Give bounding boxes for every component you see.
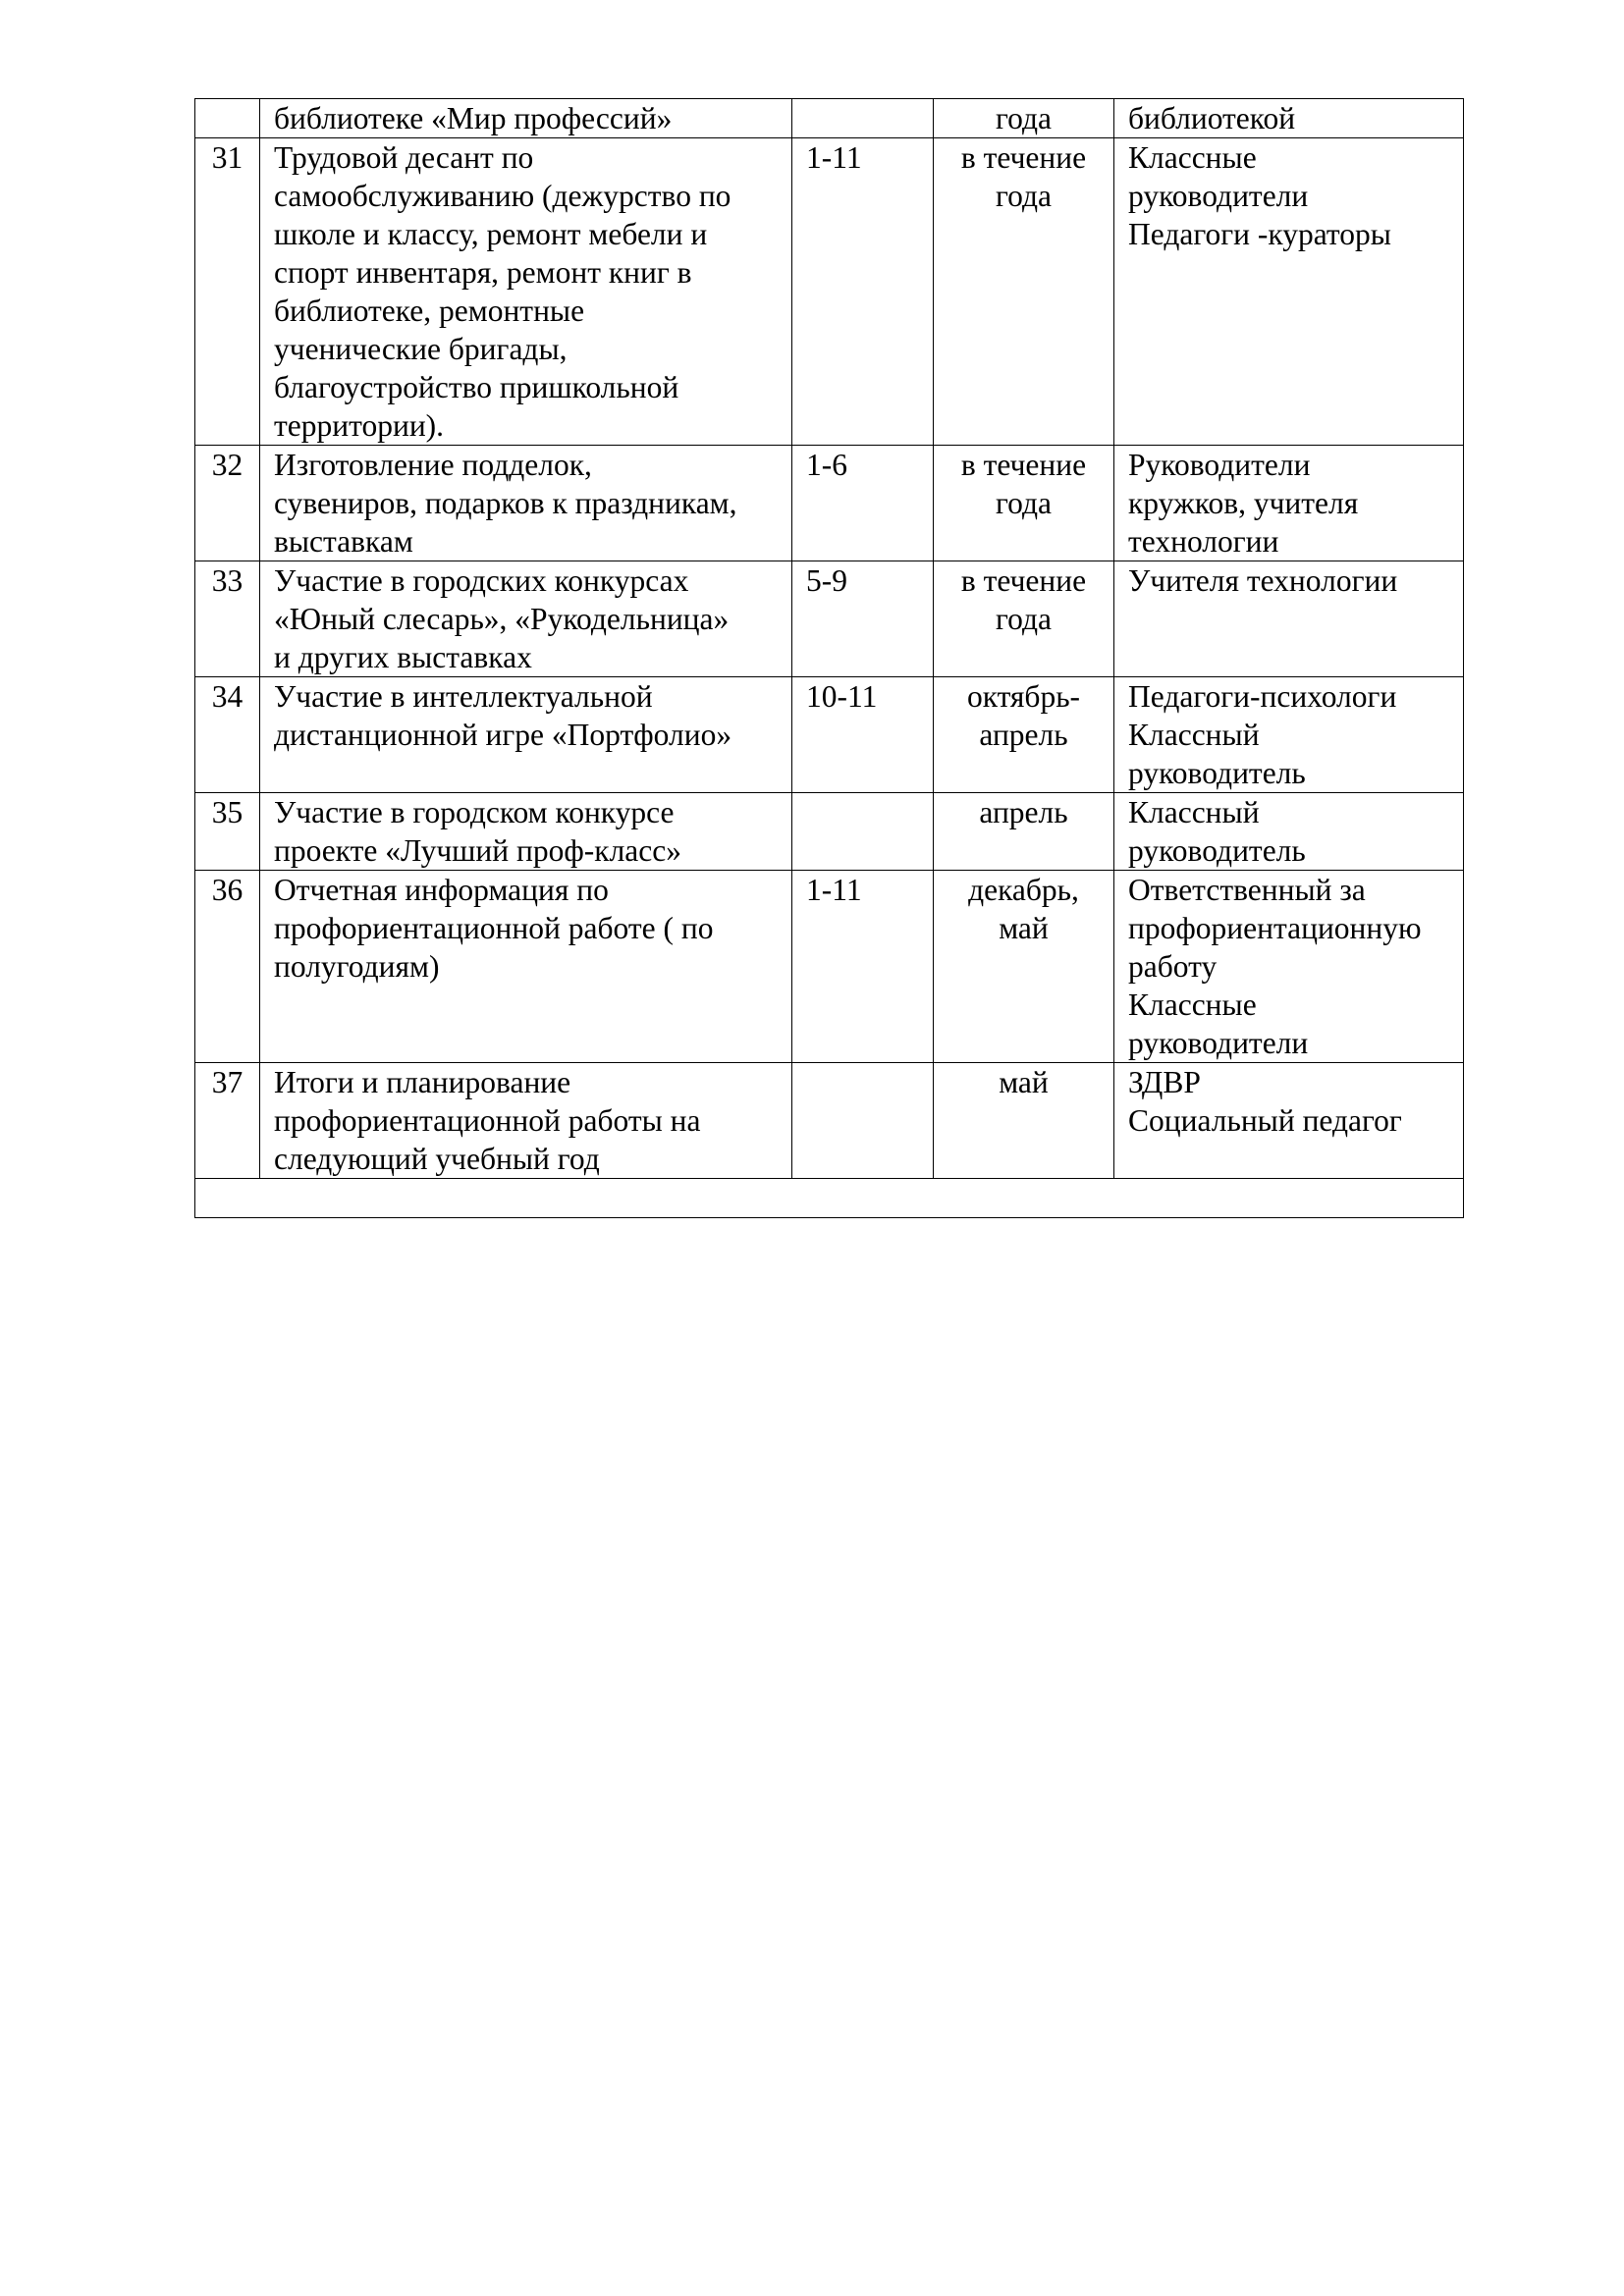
event-description: библиотеке «Мир профессий» (260, 99, 792, 138)
grades (792, 99, 934, 138)
grades (792, 793, 934, 871)
row-number (195, 99, 260, 138)
event-description: Отчетная информация по профориентационной работе ( по полугодиям) (260, 871, 792, 1063)
responsible: Ответственный за профориентационную работу Классные руководители (1114, 871, 1464, 1063)
event-description: Участие в городском конкурсе проекте «Лучший проф-класс» (260, 793, 792, 871)
event-description: Трудовой десант по самообслуживанию (дежурство по школе и классу, ремонт мебели и спорт инвентаря, ремонт книг в библиотеке, ремонтные ученические бригады, благоустройство пришкольной территории). (260, 138, 792, 446)
row-number: 32 (195, 446, 260, 561)
responsible: библиотекой (1114, 99, 1464, 138)
row-number: 36 (195, 871, 260, 1063)
event-description: Изготовление подделок, сувениров, подарков к праздникам, выставкам (260, 446, 792, 561)
responsible: Руководители кружков, учителя технологии (1114, 446, 1464, 561)
grades: 5-9 (792, 561, 934, 677)
empty-cell (195, 1179, 1464, 1218)
period: в течение года (934, 446, 1114, 561)
period: в течение года (934, 138, 1114, 446)
table-row (195, 793, 1464, 871)
table-row (195, 446, 1464, 561)
period: декабрь, май (934, 871, 1114, 1063)
period: май (934, 1063, 1114, 1179)
row-number: 31 (195, 138, 260, 446)
table-row (195, 677, 1464, 793)
period: апрель (934, 793, 1114, 871)
grades: 1-6 (792, 446, 934, 561)
row-number: 37 (195, 1063, 260, 1179)
grades: 1-11 (792, 871, 934, 1063)
period: октябрь- апрель (934, 677, 1114, 793)
responsible: ЗДВР Социальный педагог (1114, 1063, 1464, 1179)
row-number: 34 (195, 677, 260, 793)
event-description: Участие в городских конкурсах «Юный слесарь», «Рукодельница» и других выставках (260, 561, 792, 677)
responsible: Учителя технологии (1114, 561, 1464, 677)
grades: 10-11 (792, 677, 934, 793)
event-description: Итоги и планирование профориентационной работы на следующий учебный год (260, 1063, 792, 1179)
career-guidance-plan-table (194, 98, 1464, 1218)
period: в течение года (934, 561, 1114, 677)
responsible: Классный руководитель (1114, 793, 1464, 871)
row-number: 35 (195, 793, 260, 871)
grades (792, 1063, 934, 1179)
table-row (195, 138, 1464, 446)
empty-table-row (195, 1179, 1464, 1218)
table-row (195, 99, 1464, 138)
event-description: Участие в интеллектуальной дистанционной игре «Портфолио» (260, 677, 792, 793)
responsible: Педагоги-психологи Классный руководитель (1114, 677, 1464, 793)
table-row (195, 871, 1464, 1063)
period: года (934, 99, 1114, 138)
row-number: 33 (195, 561, 260, 677)
grades: 1-11 (792, 138, 934, 446)
responsible: Классные руководители Педагоги -кураторы (1114, 138, 1464, 446)
table-row (195, 1063, 1464, 1179)
table-row (195, 561, 1464, 677)
